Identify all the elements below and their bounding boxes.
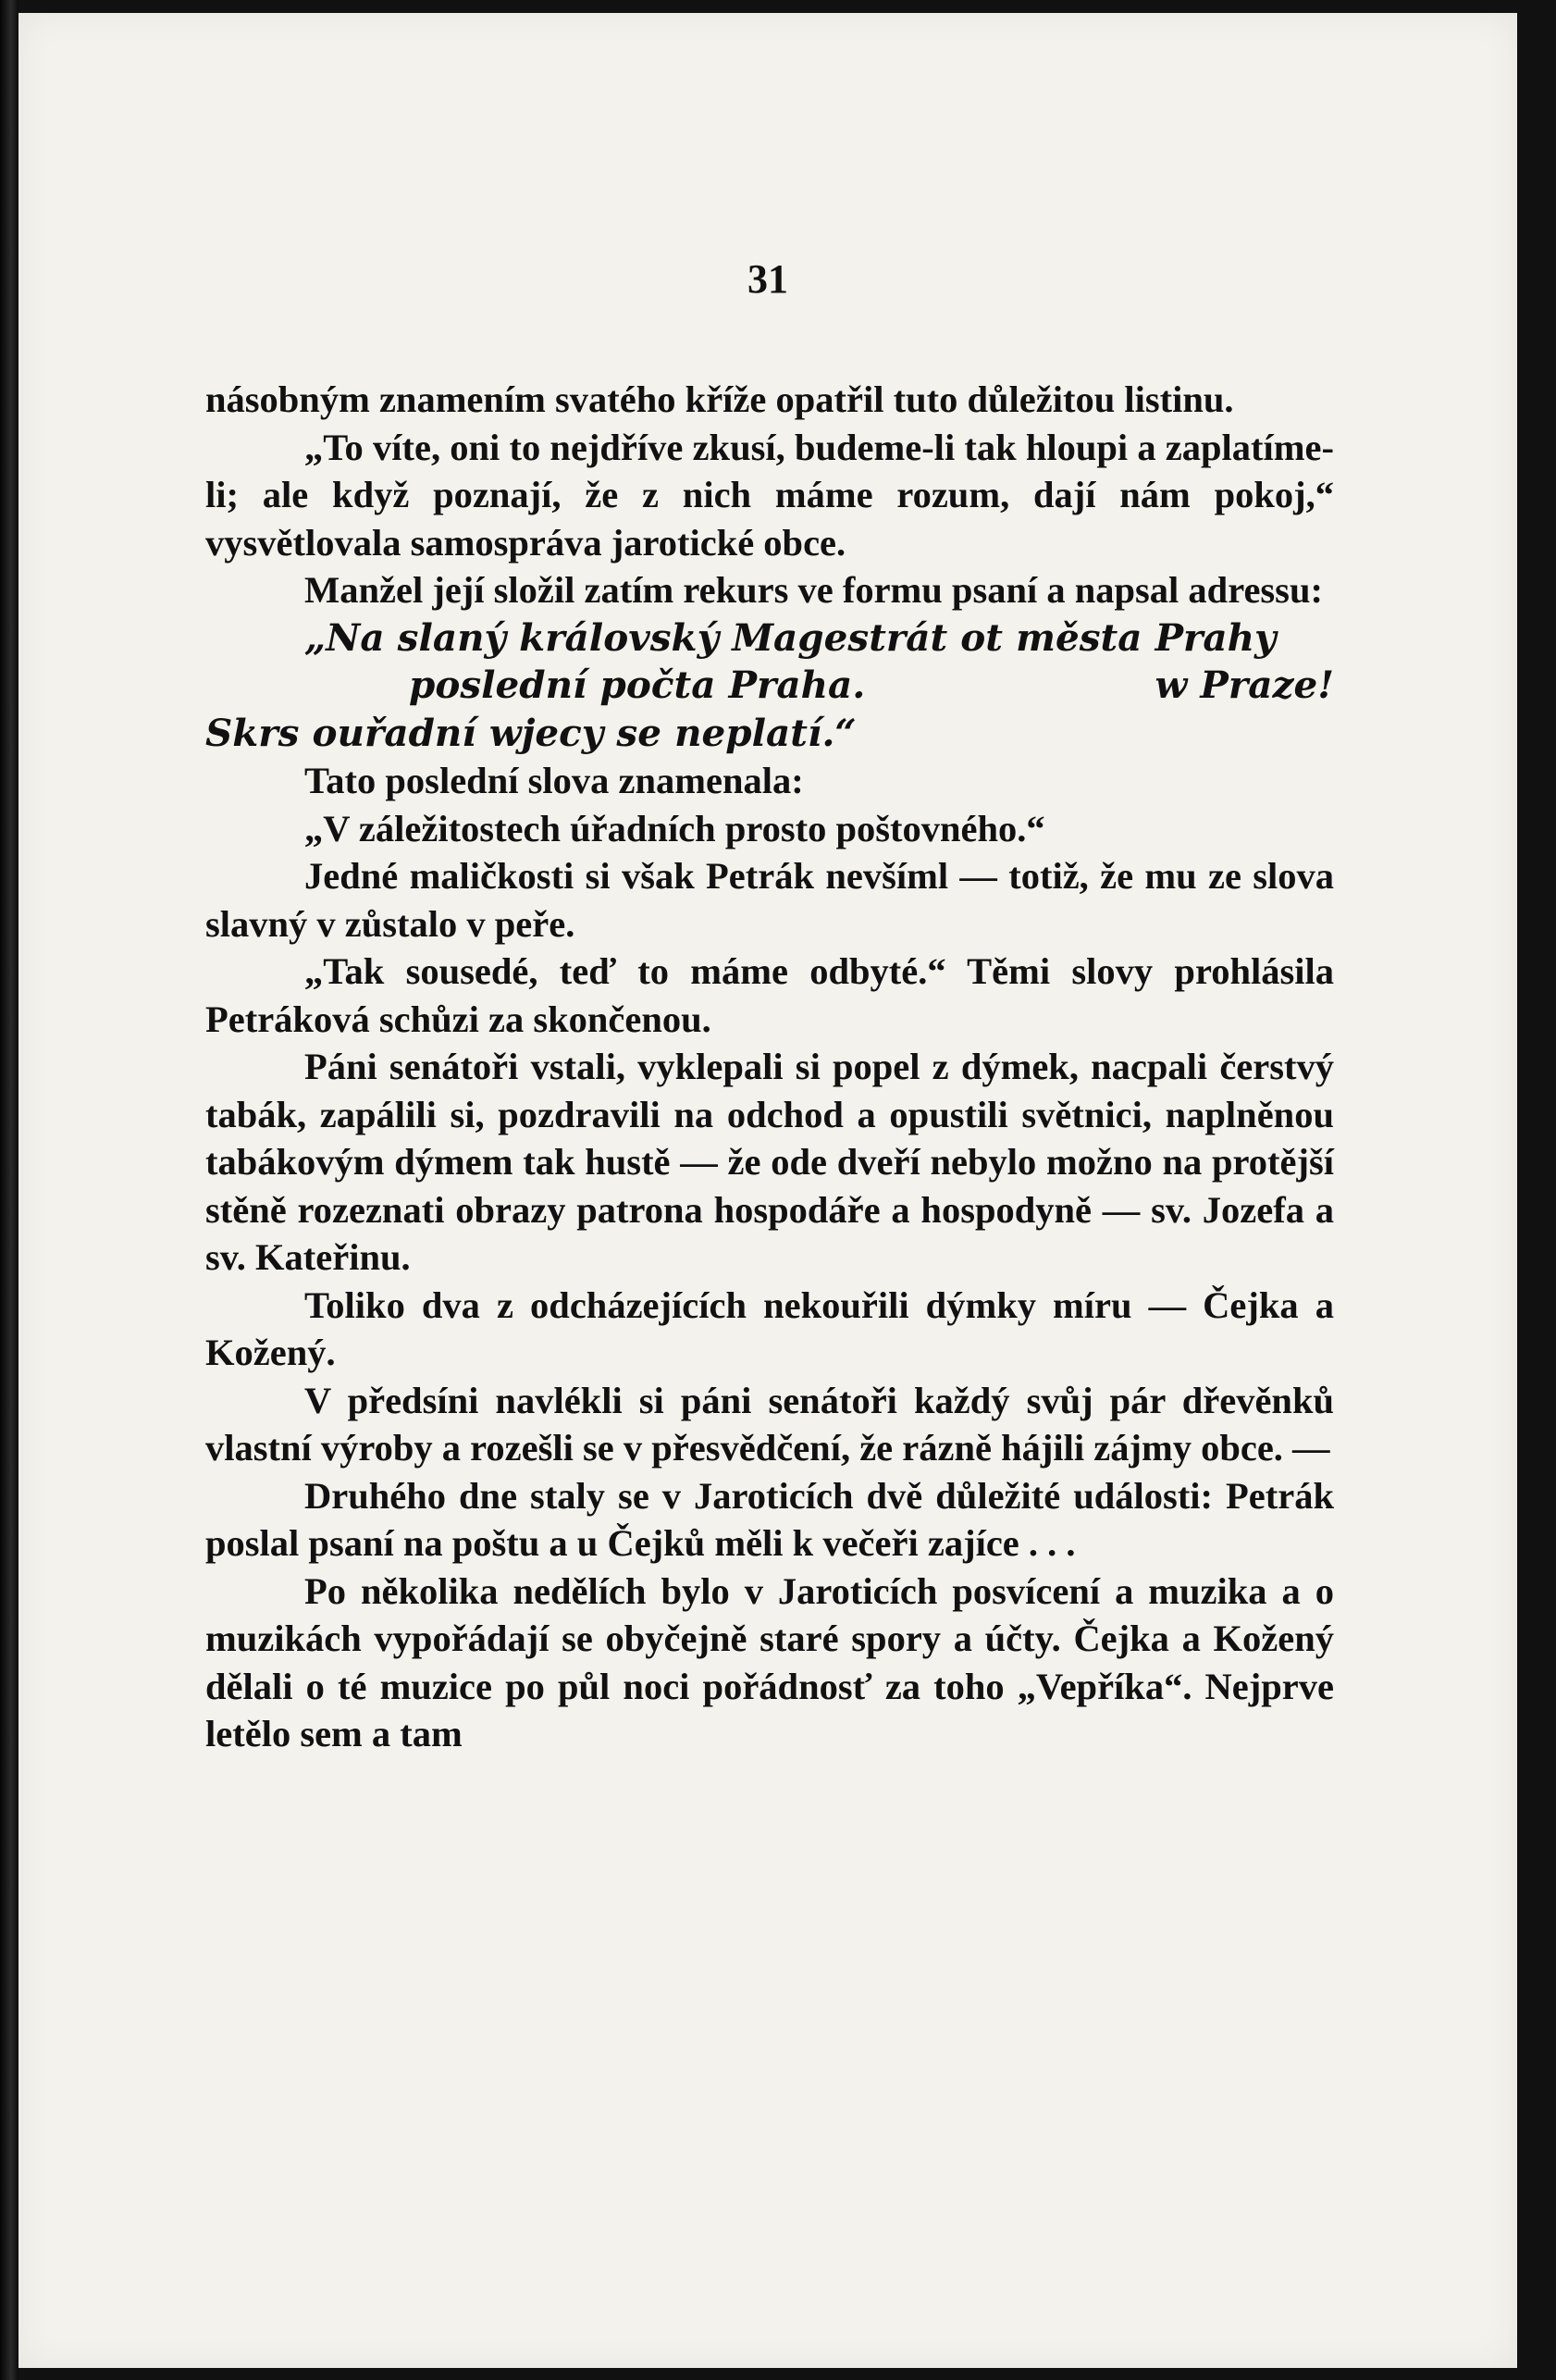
address-line-2-text: poslední počta Praha. <box>409 663 866 707</box>
paragraph: Manžel její složil zatím rekurs ve formu psaní a napsal adressu: <box>304 569 1323 611</box>
paragraph: „To víte, oni to nejdříve zkusí, budeme-li tak hloupi a zaplatíme-li; ale když poznají, že z nich máme rozum, dají nám pokoj,“ vysvětlovala samospráva jarotické obce. <box>205 426 1334 564</box>
page-body <box>205 376 1334 1758</box>
address-line-3: Skrs ouřadní wjecy se neplatí.“ <box>205 710 857 755</box>
address-line-2 <box>205 662 1334 710</box>
paragraph: Druhého dne staly se v Jaroticích dvě důležité události: Petrák poslal psaní na poštu a u Čejků měli k večeři zajíce . . . <box>205 1474 1334 1564</box>
paragraph: Toliko dva z odcházejících nekouřili dýmky míru — Čejka a Kožený. <box>205 1283 1334 1373</box>
paragraph: Tato poslední slova znamenala: <box>304 760 804 801</box>
paragraph: Páni senátoři vstali, vyklepali si popel z dýmek, nacpali čerstvý tabák, zapálili si, pozdravili na odchod a opustili světnici, naplněnou tabákovým dýmem tak hustě — že ode dveří nebylo možno na protější stěně rozeznati obrazy patrona hospodáře a hospodyně — sv. Jozefa a sv. Kateřinu. <box>205 1046 1334 1278</box>
paragraph: Po několika nedělích bylo v Jaroticích posvícení a muzika a o muzikách vypořádají se obyčejně staré spory a účty. Čejka a Kožený dělali o té muzice po půl noci pořádnosť za toho „Vepříka“. Nejprve letělo sem a tam <box>205 1569 1334 1754</box>
paragraph: „V záležitostech úřadních prosto poštovného.“ <box>304 807 1045 849</box>
address-city: w Praze! <box>1155 663 1334 707</box>
paragraph: Jedné maličkosti si však Petrák nevšíml — totiž, že mu ze slova slavný v zůstalo v peře. <box>205 855 1334 945</box>
address-line-1: „Na slaný královský Magestrát ot města Prahy <box>304 614 1277 660</box>
address-block <box>205 614 1334 758</box>
paragraph: „Tak sousedé, teď to máme odbyté.“ Těmi slovy prohlásila Petráková schůzi za skončenou. <box>205 950 1334 1040</box>
paragraph: násobným znamením svatého kříže opatřil tuto důležitou listinu. <box>205 378 1234 420</box>
paragraph: V předsíni navlékli si páni senátoři každý svůj pár dřevěnků vlastní výroby a rozešli se v přesvědčení, že rázně hájili zájmy obce. — <box>205 1379 1334 1469</box>
page-number: 31 <box>747 256 788 302</box>
book-page <box>19 13 1517 2368</box>
book-binding-edge <box>0 0 19 2380</box>
